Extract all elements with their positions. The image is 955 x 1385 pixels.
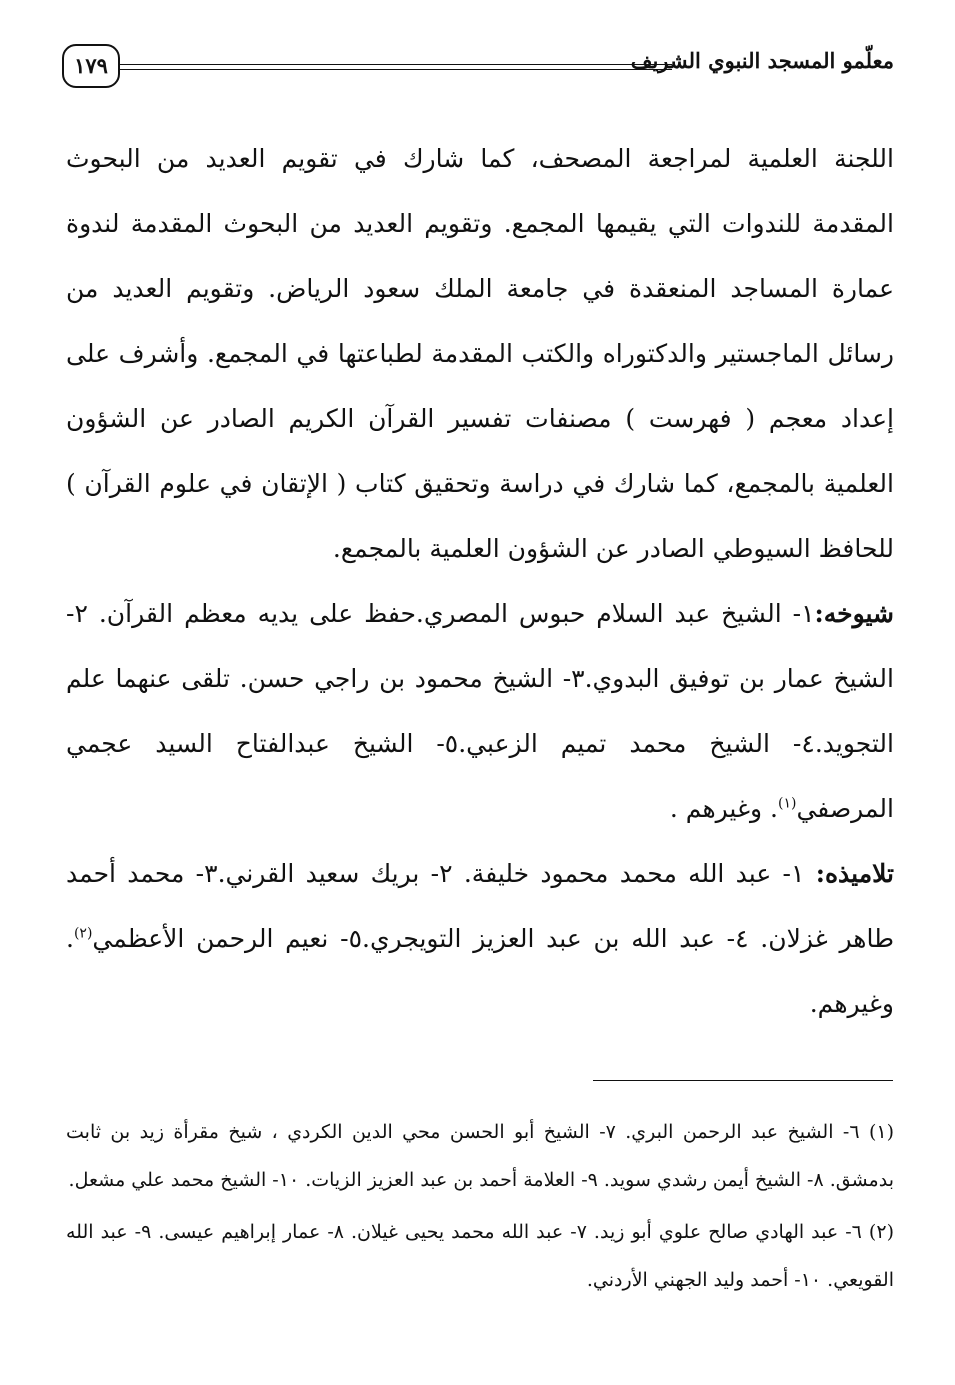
- paragraph-students: [66, 841, 894, 1036]
- teachers-label: شيوخه:: [814, 599, 894, 628]
- students-text: ١- عبد الله محمد محمود خليفة. ٢- بريك سعيد القرني.٣- محمد أحمد طاهر غزلان. ٤- عبد الله بن عبد العزيز التويجري.٥- نعيم الرحمن الأعظمي: [66, 859, 894, 953]
- footnote-separator: [593, 1080, 893, 1081]
- footnotes: [66, 1108, 894, 1308]
- students-tail: . وغيرهم.: [66, 924, 894, 1018]
- footnote-number: (٢): [868, 1221, 894, 1243]
- paragraph-teachers: [66, 581, 894, 841]
- paragraph-text: اللجنة العلمية لمراجعة المصحف، كما شارك في تقويم العديد من البحوث المقدمة للندوات التي يقيمها المجمع. وتقويم العديد من البحوث المقدمة لندوة عمارة المساجد المنعقدة في جامعة الملك سعود الرياض. وتقويم العديد من رسائل الماجستير والدكتوراه والكتب المقدمة لطباعتها في المجمع. وأشرف على إعداد معجم ( فهرست ) مصنفات تفسير القرآن الكريم الصادر عن الشؤون العلمية بالمجمع، كما شارك في دراسة وتحقيق كتاب ( الإتقان في علوم القرآن ) للحافظ السيوطي الصادر عن الشؤون العلمية بالمجمع.: [66, 144, 894, 563]
- footnote-number: (١): [868, 1121, 894, 1143]
- footnote-2: [66, 1208, 894, 1304]
- footnote-ref-1[interactable]: (١): [778, 795, 797, 812]
- students-label: تلاميذه:: [815, 859, 894, 888]
- page-number: ١٧٩: [62, 44, 120, 88]
- teachers-tail: . وغيرهم .: [669, 794, 778, 823]
- header-rule: [118, 64, 672, 70]
- running-header: [62, 40, 894, 90]
- footnote-1: [66, 1108, 894, 1204]
- footnote-ref-2[interactable]: (٢): [73, 925, 93, 942]
- footnote-text: ٦- الشيخ عبد الرحمن البري. ٧- الشيخ أبو الحسن محي الدين الكردي ، شيخ مقرأة زيد بن ثابت بدمشق. ٨- الشيخ أيمن رشدي سويد. ٩- العلامة أحمد بن عبد العزيز الزيات. ١٠- الشيخ محمد علي مشعل.: [66, 1121, 894, 1191]
- running-title: معلّمو المسجد النبوي الشريف: [630, 48, 894, 73]
- footnote-text: ٦- عبد الهادي صالح علوي أبو زيد. ٧- عبد الله محمد يحيى غيلان. ٨- عمار إبراهيم عيسى. ٩- عبد الله القويعي. ١٠- أحمد وليد الجهني الأردني.: [66, 1221, 894, 1291]
- main-text: [66, 126, 894, 1036]
- teachers-text: ١- الشيخ عبد السلام حبوس المصري.حفظ على يديه معظم القرآن. ٢- الشيخ عمار بن توفيق البدوي.٣- الشيخ محمود بن راجي حسن. تلقى عنهما علم التجويد.٤- الشيخ محمد تميم الزعبي.٥- الشيخ عبدالفتاح السيد عجمي المرصفي: [66, 599, 894, 823]
- paragraph-biography: [66, 126, 894, 581]
